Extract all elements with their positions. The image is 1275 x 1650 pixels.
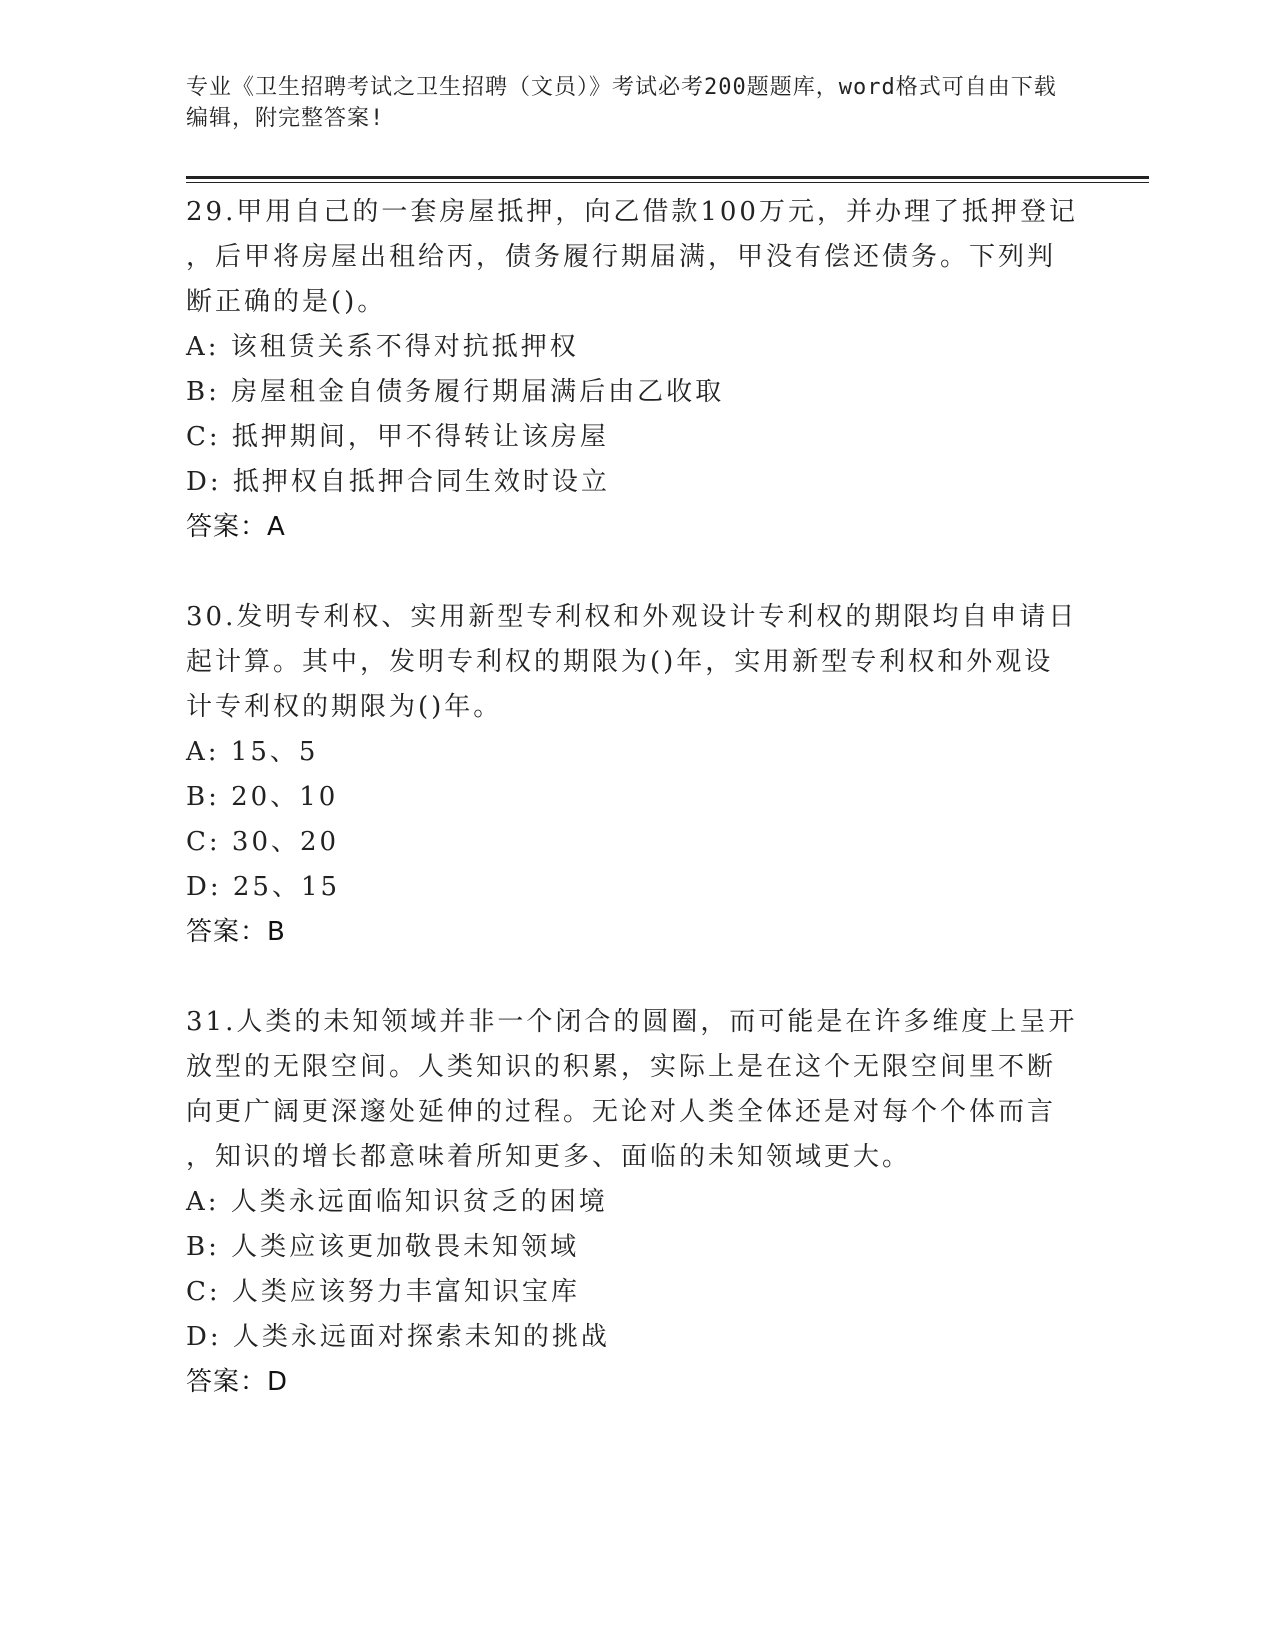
option-b: B: 房屋租金自债务履行期届满后由乙收取 xyxy=(186,377,725,407)
answer-line: 答案：B xyxy=(186,917,286,947)
question-31 xyxy=(186,1000,1086,1405)
question-30 xyxy=(186,595,1086,955)
question-list xyxy=(186,190,1086,1450)
option-d: D: 人类永远面对探索未知的挑战 xyxy=(186,1322,610,1352)
document-header: 专业《卫生招聘考试之卫生招聘（文员）》考试必考200题题库，word格式可自由下载编辑，附完整答案! xyxy=(186,75,1057,131)
question-stem: 29.甲用自己的一套房屋抵押，向乙借款100万元，并办理了抵押登记 ，后甲将房屋出租给丙，债务履行期届满，甲没有偿还债务。下列判 断正确的是()。 xyxy=(186,197,1078,317)
answer-line: 答案：A xyxy=(186,512,286,542)
option-d: D: 抵押权自抵押合同生效时设立 xyxy=(186,467,610,497)
option-c: C: 30、20 xyxy=(186,827,340,857)
header-rule-thin xyxy=(186,182,1149,183)
option-d: D: 25、15 xyxy=(186,872,341,902)
question-29 xyxy=(186,190,1086,550)
option-a: A: 人类永远面临知识贫乏的困境 xyxy=(186,1187,608,1217)
option-a: A: 该租赁关系不得对抗抵押权 xyxy=(186,332,579,362)
option-c: C: 抵押期间，甲不得转让该房屋 xyxy=(186,422,609,452)
header-rule-thick xyxy=(186,176,1149,179)
option-c: C: 人类应该努力丰富知识宝库 xyxy=(186,1277,580,1307)
option-b: B: 人类应该更加敬畏未知领域 xyxy=(186,1232,580,1262)
option-a: A: 15、5 xyxy=(186,737,319,767)
option-b: B: 20、10 xyxy=(186,782,339,812)
answer-line: 答案：D xyxy=(186,1367,289,1397)
question-stem: 30.发明专利权、实用新型专利权和外观设计专利权的期限均自申请日 起计算。其中，发明专利权的期限为()年，实用新型专利权和外观设 计专利权的期限为()年。 xyxy=(186,602,1078,722)
question-stem: 31.人类的未知领域并非一个闭合的圆圈，而可能是在许多维度上呈开 放型的无限空间。人类知识的积累，实际上是在这个无限空间里不断 向更广阔更深邃处延伸的过程。无论对人类全体还是对每个个体而言 ，知识的增长都意味着所知更多、面临的未知领域更大。 xyxy=(186,1007,1078,1172)
